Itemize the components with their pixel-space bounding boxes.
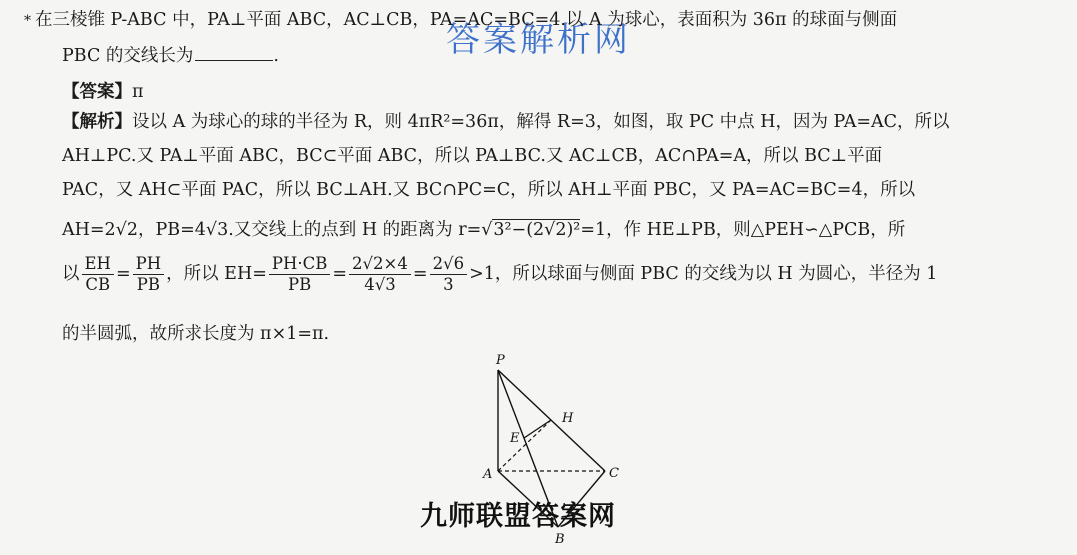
question-line-1: * 在三棱锥 P-ABC 中，PA⊥平面 ABC，AC⊥CB，PA=AC=BC=4.以 A 为球心，表面积为 36π 的球面与侧面 <box>24 10 898 30</box>
fraction-ph-pb: $\frac{PH}{PB}$ <box>133 254 165 295</box>
analysis-line-4: AH=2√2，PB=4√3.又交线上的点到 H 的距离为 r=√3²−(2√2)²=1，作 HE⊥PB，则△PEH∽△PCB，所 <box>62 220 906 240</box>
label-p: P <box>496 353 505 368</box>
analysis-line-6: 的半圆弧，故所求长度为 π×1=π. <box>62 324 330 344</box>
analysis-line-5: 以 $\frac{EH}{CB}$ = $\frac{PH}{PB}$ ，所以 EH= $\frac{PH\cdot CB}{PB}$ = $\frac{2√2\times 4}{4√3}$ = $\frac{2√6}{3}$ >1，所以球面与侧面 PBC 的交线为以 H 为圆心，半径为 1 <box>62 254 938 294</box>
label-c: C <box>609 466 619 481</box>
answer-label: 【答案】 <box>62 82 132 102</box>
analysis-line-3: PAC，又 AH⊂平面 PAC，所以 BC⊥AH.又 BC∩PC=C，所以 AH⊥平面 PBC，又 PA=AC=BC=4，所以 <box>62 180 916 200</box>
fraction-phcb-pb: $\frac{PH\cdot CB}{PB}$ <box>269 254 331 295</box>
fraction-value: $\frac{2√2\times 4}{4√3}$ <box>349 254 411 295</box>
label-e: E <box>510 431 520 446</box>
question-marker: * <box>24 13 31 29</box>
answer-blank <box>195 46 273 61</box>
sqrt-expression: 3²−(2√2)² <box>493 220 581 240</box>
answer-line <box>62 78 144 103</box>
label-h: H <box>562 411 574 426</box>
label-b: B <box>555 532 565 547</box>
fraction-eh-cb: $\frac{EH}{CB}$ <box>82 254 114 295</box>
segment-ah <box>498 420 551 471</box>
question-line-2: PBC 的交线长为 . <box>62 46 279 66</box>
segment-he <box>524 420 551 438</box>
analysis-line-1: 【解析】设以 A 为球心的球的半径为 R，则 4πR²=36π，解得 R=3，如图，取 PC 中点 H，因为 PA=AC，所以 <box>62 112 950 132</box>
watermark-top: 答案解析网 <box>446 20 631 60</box>
analysis-line-2: AH⊥PC.又 PA⊥平面 ABC，BC⊂平面 ABC，所以 PA⊥BC.又 AC⊥CB，AC∩PA=A，所以 BC⊥平面 <box>62 146 883 166</box>
analysis-label: 【解析】 <box>62 112 132 132</box>
label-a: A <box>483 467 493 482</box>
answer-value: π <box>132 82 144 102</box>
watermark-bottom: 九师联盟答案网 <box>420 501 616 532</box>
fraction-result: $\frac{2√6}{3}$ <box>430 254 468 295</box>
